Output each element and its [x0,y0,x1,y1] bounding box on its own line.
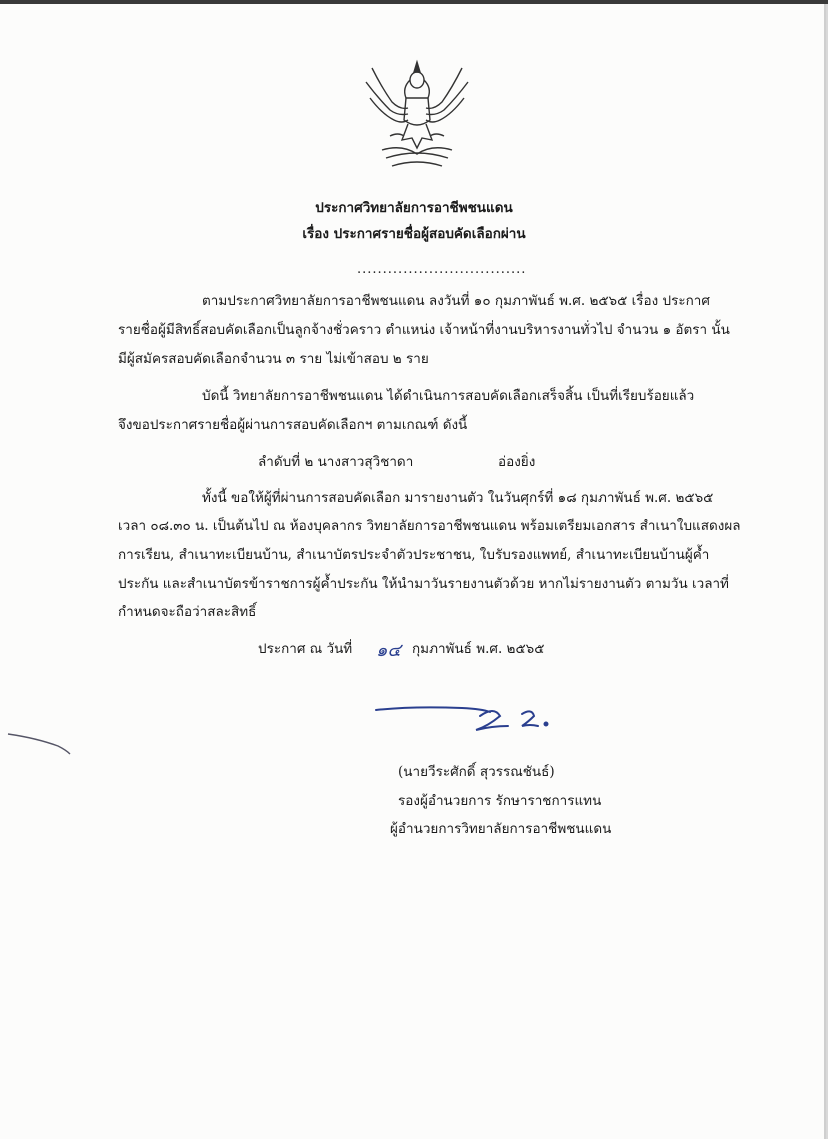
paragraph-1-line-1: ตามประกาศวิทยาลัยการอาชีพชนแดน ลงวันที่ ๑๐ กุมภาพันธ์ พ.ศ. ๒๕๖๕ เรื่อง ประกาศ [202,293,710,309]
paragraph-2-line-2: จึงขอประกาศรายชื่อผู้ผ่านการสอบคัดเลือกฯ ตามเกณฑ์ ดังนี้ [118,417,468,433]
announcement-subject: เรื่อง ประกาศรายชื่อผู้สอบคัดเลือกผ่าน [302,226,526,242]
scan-edge [0,0,828,4]
passed-candidate-surname: อ่องยิ่ง [498,454,536,470]
paragraph-3-line-3: การเรียน, สำเนาทะเบียนบ้าน, สำเนาบัตรประจำตัวประชาชน, ใบรับรองแพทย์, สำเนาทะเบียนบ้านผู้ค้ำ [118,547,710,563]
pen-stroke-mark-icon [6,728,76,758]
announcement-title: ประกาศวิทยาลัยการอาชีพชนแดน [315,200,513,216]
paragraph-3-line-1: ทั้งนี้ ขอให้ผู้ที่ผ่านการสอบคัดเลือก มารายงานตัว ในวันศุกร์ที่ ๑๘ กุมภาพันธ์ พ.ศ. ๒๕๖๕ [202,490,714,506]
paragraph-1-line-2: รายชื่อผู้มีสิทธิ์สอบคัดเลือกเป็นลูกจ้างชั่วคราว ตำแหน่ง เจ้าหน้าที่งานบริหารงานทั่วไป จำนวน ๑ อัตรา นั้น [118,322,730,338]
signature-icon [372,696,572,746]
signer-position-2: ผู้อำนวยการวิทยาลัยการอาชีพชนแดน [390,821,612,837]
passed-candidate-name: ลำดับที่ ๒ นางสาวสุวิชาดา [258,454,414,470]
separator: ................................. [357,262,527,277]
paragraph-3-line-5: กำหนดจะถือว่าสละสิทธิ์ [118,604,257,620]
date-suffix: กุมภาพันธ์ พ.ศ. ๒๕๖๕ [412,641,545,657]
paragraph-3-line-2: เวลา ๐๘.๓๐ น. เป็นต้นไป ณ ห้องบุคลากร วิทยาลัยการอาชีพชนแดน พร้อมเตรียมเอกสาร สำเนาใบแสดงผล [118,518,741,534]
paragraph-3-line-4: ประกัน และสำเนาบัตรข้าราชการผู้ค้ำประกัน ให้นำมาวันรายงานตัวด้วย หากไม่รายงานตัว ตามวัน เวลาที่ [118,576,729,592]
signer-name: (นายวีระศักดิ์ สุวรรณชันธ์) [398,764,555,780]
paragraph-2-line-1: บัดนี้ วิทยาลัยการอาชีพชนแดน ได้ดำเนินการสอบคัดเลือกเสร็จสิ้น เป็นที่เรียบร้อยแล้ว [202,388,695,404]
date-prefix: ประกาศ ณ วันที่ [258,641,353,657]
garuda-emblem-icon [362,58,472,170]
paragraph-1-line-3: มีผู้สมัครสอบคัดเลือกจำนวน ๓ ราย ไม่เข้าสอบ ๒ ราย [118,351,429,367]
handwritten-day: ๑๔ [376,640,402,661]
signer-position-1: รองผู้อำนวยการ รักษาราชการแทน [398,793,602,809]
